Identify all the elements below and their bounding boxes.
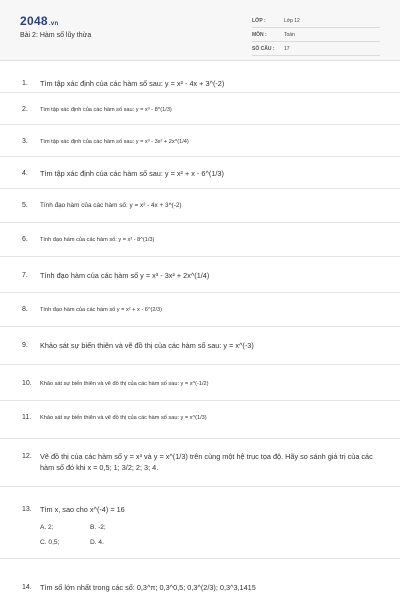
question-text: Tìm x, sao cho x^(-4) = 16: [40, 505, 125, 514]
question-text: Tính đạo hàm của các hàm số: y = x³ - 8^(1/3): [40, 237, 155, 243]
question-item: [0, 156, 400, 189]
question-item: [0, 292, 400, 327]
question-number: 12.: [22, 453, 32, 460]
question-number: 5.: [22, 202, 28, 209]
meta-value: Toán: [284, 31, 295, 38]
page-header: [0, 0, 400, 61]
question-item: [0, 62, 400, 93]
question-text: Tìm tập xác định của các hàm số sau: y = x² + x - 6^(1/3): [40, 169, 224, 178]
question-number: 3.: [22, 138, 28, 145]
answer-option[interactable]: D. 4.: [90, 539, 104, 546]
question-text: Tìm tập xác định của các hàm số sau: y = x³ - 8^(1/3): [40, 107, 172, 113]
meta-value: 17: [284, 45, 290, 52]
answer-option[interactable]: C. 0,5;: [40, 539, 60, 546]
question-number: 10.: [22, 380, 32, 387]
question-text: Tính đạo hàm của các hàm số y = x³ - 3x² + 2x^(1/4): [40, 271, 210, 280]
answer-option[interactable]: A. 2;: [40, 524, 54, 531]
question-number: 1.: [22, 80, 28, 87]
question-item: [0, 364, 400, 401]
question-item: [0, 438, 400, 487]
question-text: Tìm tập xác định của các hàm số sau: y = x² - 4x + 3^(-2): [40, 79, 225, 88]
question-text: Tìm số lớn nhất trong các số: 0,3^π; 0,3^0,5; 0,3^(2/3); 0,3^3,1415: [40, 583, 256, 592]
meta-row-subject: [252, 28, 380, 42]
question-item: [0, 486, 400, 559]
question-number: 11.: [22, 414, 32, 421]
question-item: [0, 124, 400, 157]
question-number: 8.: [22, 306, 28, 313]
question-text: Vẽ đồ thị của các hàm số y = x³ và y = x^(1/3) trên cùng một hệ trục tọa độ. Hãy so sánh giá trị của các hàm số đó khi x = 0,5; 1; 3/2; 2; 3; 4.: [40, 452, 373, 472]
question-item: [0, 222, 400, 257]
meta-row-class: [252, 14, 380, 28]
question-text: Khảo sát sự biến thiên và vẽ đồ thị của các hàm số sau: y = x^(1/3): [40, 415, 207, 421]
question-item: [0, 256, 400, 293]
lesson-meta-table: [252, 14, 380, 56]
question-number: 14.: [22, 584, 32, 591]
question-text: Khảo sát sự biến thiên và vẽ đồ thị của các hàm số sau: y = x^(-1/2): [40, 381, 209, 387]
question-number: 4.: [22, 170, 28, 177]
meta-value: Lớp 12: [284, 17, 300, 24]
question-number: 13.: [22, 506, 32, 513]
meta-key: LỚP :: [252, 17, 266, 24]
lesson-title: Bài 2: Hàm số lũy thừa: [20, 32, 92, 39]
question-item: [0, 558, 400, 600]
question-number: 7.: [22, 272, 28, 279]
site-logo[interactable]: 2048.vn: [20, 14, 59, 28]
question-item: [0, 326, 400, 365]
question-number: 6.: [22, 236, 28, 243]
question-text: Khảo sát sự biến thiên và vẽ đồ thị của các hàm số sau: y = x^(-3): [40, 341, 254, 350]
question-text: Tính đạo hàm của các hàm số: y = x² - 4x + 3^(-2): [40, 202, 182, 209]
question-text: Tìm tập xác định của các hàm số sau: y = x³ - 3x² + 2x^(1/4): [40, 139, 189, 145]
answer-option[interactable]: B. -2;: [90, 524, 106, 531]
question-number: 9.: [22, 342, 28, 349]
question-item: [0, 188, 400, 223]
question-item: [0, 400, 400, 439]
meta-key: SỐ CÂU :: [252, 45, 275, 52]
question-text: Tính đạo hàm của các hàm số y = x² + x - 6^(2/3): [40, 307, 163, 313]
question-number: 2.: [22, 106, 28, 113]
question-item: [0, 92, 400, 125]
meta-row-count: [252, 42, 380, 56]
meta-key: MÔN :: [252, 31, 267, 38]
